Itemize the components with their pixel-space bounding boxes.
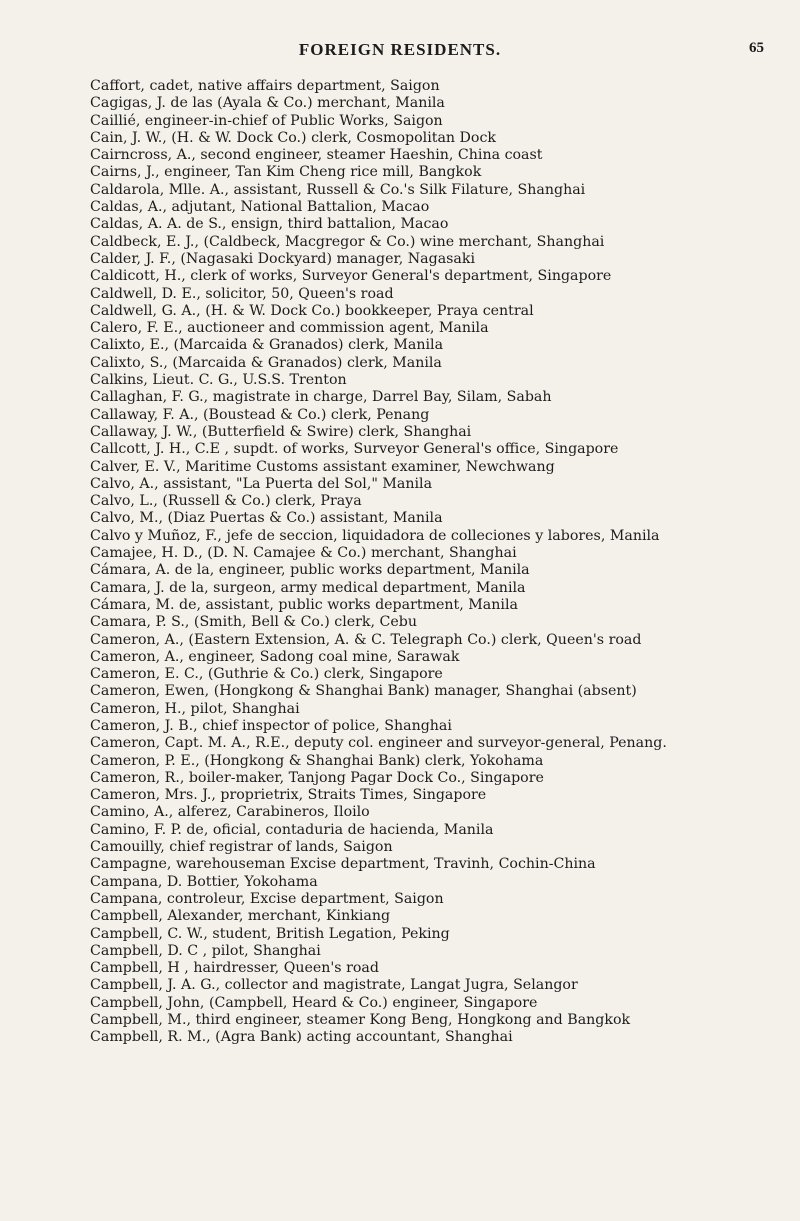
resident-entry: Caldwell, G. A., (H. & W. Dock Co.) bookkeeper, Praya central [90, 302, 534, 319]
resident-entry: Calvo, M., (Diaz Puertas & Co.) assistant, Manila [90, 510, 443, 527]
resident-entry: Cairncross, A., second engineer, steamer Haeshin, China coast [90, 147, 543, 164]
resident-entry: Campbell, M., third engineer, steamer Kong Beng, Hongkong and Bangkok [90, 1012, 631, 1029]
resident-entry: Cameron, A., (Eastern Extension, A. & C. Telegraph Co.) clerk, Queen's road [90, 631, 642, 648]
resident-entry-list [90, 78, 790, 1047]
resident-entry: Camara, J. de la, surgeon, army medical department, Manila [90, 579, 526, 596]
page-number: 65 [749, 40, 764, 56]
resident-entry: Campbell, John, (Campbell, Heard & Co.) engineer, Singapore [90, 994, 538, 1011]
resident-entry: Campana, D. Bottier, Yokohama [90, 873, 318, 890]
resident-entry: Cámara, A. de la, engineer, public works department, Manila [90, 562, 530, 579]
resident-entry: Callcott, J. H., C.E , supdt. of works, Surveyor General's office, Singapore [90, 441, 619, 458]
resident-entry: Cameron, Mrs. J., proprietrix, Straits Times, Singapore [90, 787, 487, 804]
resident-entry: Caillié, engineer-in-chief of Public Works, Saigon [90, 112, 443, 129]
resident-entry: Cagigas, J. de las (Ayala & Co.) merchant, Manila [90, 95, 445, 112]
resident-entry: Campbell, Alexander, merchant, Kinkiang [90, 908, 391, 925]
resident-entry: Campbell, J. A. G., collector and magistrate, Langat Jugra, Selangor [90, 977, 578, 994]
resident-entry: Calvo, L., (Russell & Co.) clerk, Praya [90, 493, 362, 510]
resident-entry: Callaghan, F. G., magistrate in charge, Darrel Bay, Silam, Sabah [90, 389, 552, 406]
resident-entry: Cameron, E. C., (Guthrie & Co.) clerk, Singapore [90, 666, 443, 683]
resident-entry: Cameron, R., boiler-maker, Tanjong Pagar Dock Co., Singapore [90, 769, 544, 786]
resident-entry: Cameron, H., pilot, Shanghai [90, 700, 300, 717]
page-header [0, 40, 800, 64]
resident-entry: Campbell, D. C , pilot, Shanghai [90, 942, 321, 959]
resident-entry: Campbell, R. M., (Agra Bank) acting accountant, Shanghai [90, 1029, 513, 1046]
resident-entry: Caldbeck, E. J., (Caldbeck, Macgregor & Co.) wine merchant, Shanghai [90, 233, 605, 250]
resident-entry: Cairns, J., engineer, Tan Kim Cheng rice mill, Bangkok [90, 164, 482, 181]
resident-entry: Camino, A., alferez, Carabineros, Iloilo [90, 804, 370, 821]
resident-entry: Callaway, J. W., (Butterfield & Swire) clerk, Shanghai [90, 423, 472, 440]
resident-entry: Cameron, A., engineer, Sadong coal mine, Sarawak [90, 648, 460, 665]
resident-entry: Cameron, J. B., chief inspector of police, Shanghai [90, 717, 452, 734]
resident-entry: Campbell, H , hairdresser, Queen's road [90, 960, 379, 977]
resident-entry: Caldas, A., adjutant, National Battalion, Macao [90, 199, 430, 216]
resident-entry: Calvo y Muñoz, F., jefe de seccion, liquidadora de colleciones y labores, Manila [90, 527, 660, 544]
resident-entry: Campbell, C. W., student, British Legation, Peking [90, 925, 450, 942]
resident-entry: Cameron, P. E., (Hongkong & Shanghai Bank) clerk, Yokohama [90, 752, 544, 769]
resident-entry: Camara, P. S., (Smith, Bell & Co.) clerk, Cebu [90, 614, 418, 631]
resident-entry: Calkins, Lieut. C. G., U.S.S. Trenton [90, 372, 347, 389]
resident-entry: Calder, J. F., (Nagasaki Dockyard) manager, Nagasaki [90, 250, 476, 267]
resident-entry: Caldicott, H., clerk of works, Surveyor General's department, Singapore [90, 268, 612, 285]
resident-entry: Camajee, H. D., (D. N. Camajee & Co.) merchant, Shanghai [90, 545, 517, 562]
resident-entry: Camino, F. P. de, oficial, contaduria de hacienda, Manila [90, 821, 494, 838]
resident-entry: Caldarola, Mlle. A., assistant, Russell & Co.'s Silk Filature, Shanghai [90, 181, 586, 198]
resident-entry: Campana, controleur, Excise department, Saigon [90, 890, 444, 907]
resident-entry: Callaway, F. A., (Boustead & Co.) clerk, Penang [90, 406, 430, 423]
resident-entry: Caffort, cadet, native affairs department, Saigon [90, 78, 440, 94]
resident-entry: Calver, E. V., Maritime Customs assistant examiner, Newchwang [90, 458, 555, 475]
resident-entry: Camouilly, chief registrar of lands, Saigon [90, 839, 393, 856]
resident-entry: Calvo, A., assistant, "La Puerta del Sol," Manila [90, 475, 433, 492]
resident-entry: Cámara, M. de, assistant, public works department, Manila [90, 596, 518, 613]
resident-entry: Campagne, warehouseman Excise department, Travinh, Cochin-China [90, 856, 596, 873]
resident-entry: Calero, F. E., auctioneer and commission agent, Manila [90, 320, 489, 337]
resident-entry: Calixto, E., (Marcaida & Granados) clerk, Manila [90, 337, 444, 354]
resident-entry: Caldwell, D. E., solicitor, 50, Queen's road [90, 285, 394, 302]
running-title: FOREIGN RESIDENTS. [298, 40, 502, 59]
resident-entry: Cain, J. W., (H. & W. Dock Co.) clerk, Cosmopolitan Dock [90, 129, 497, 146]
resident-entry: Cameron, Capt. M. A., R.E., deputy col. engineer and surveyor-general, Penang. [90, 735, 667, 752]
resident-entry: Calixto, S., (Marcaida & Granados) clerk, Manila [90, 354, 442, 371]
resident-entry: Cameron, Ewen, (Hongkong & Shanghai Bank) manager, Shanghai (absent) [90, 683, 637, 700]
resident-entry: Caldas, A. A. de S., ensign, third battalion, Macao [90, 216, 449, 233]
